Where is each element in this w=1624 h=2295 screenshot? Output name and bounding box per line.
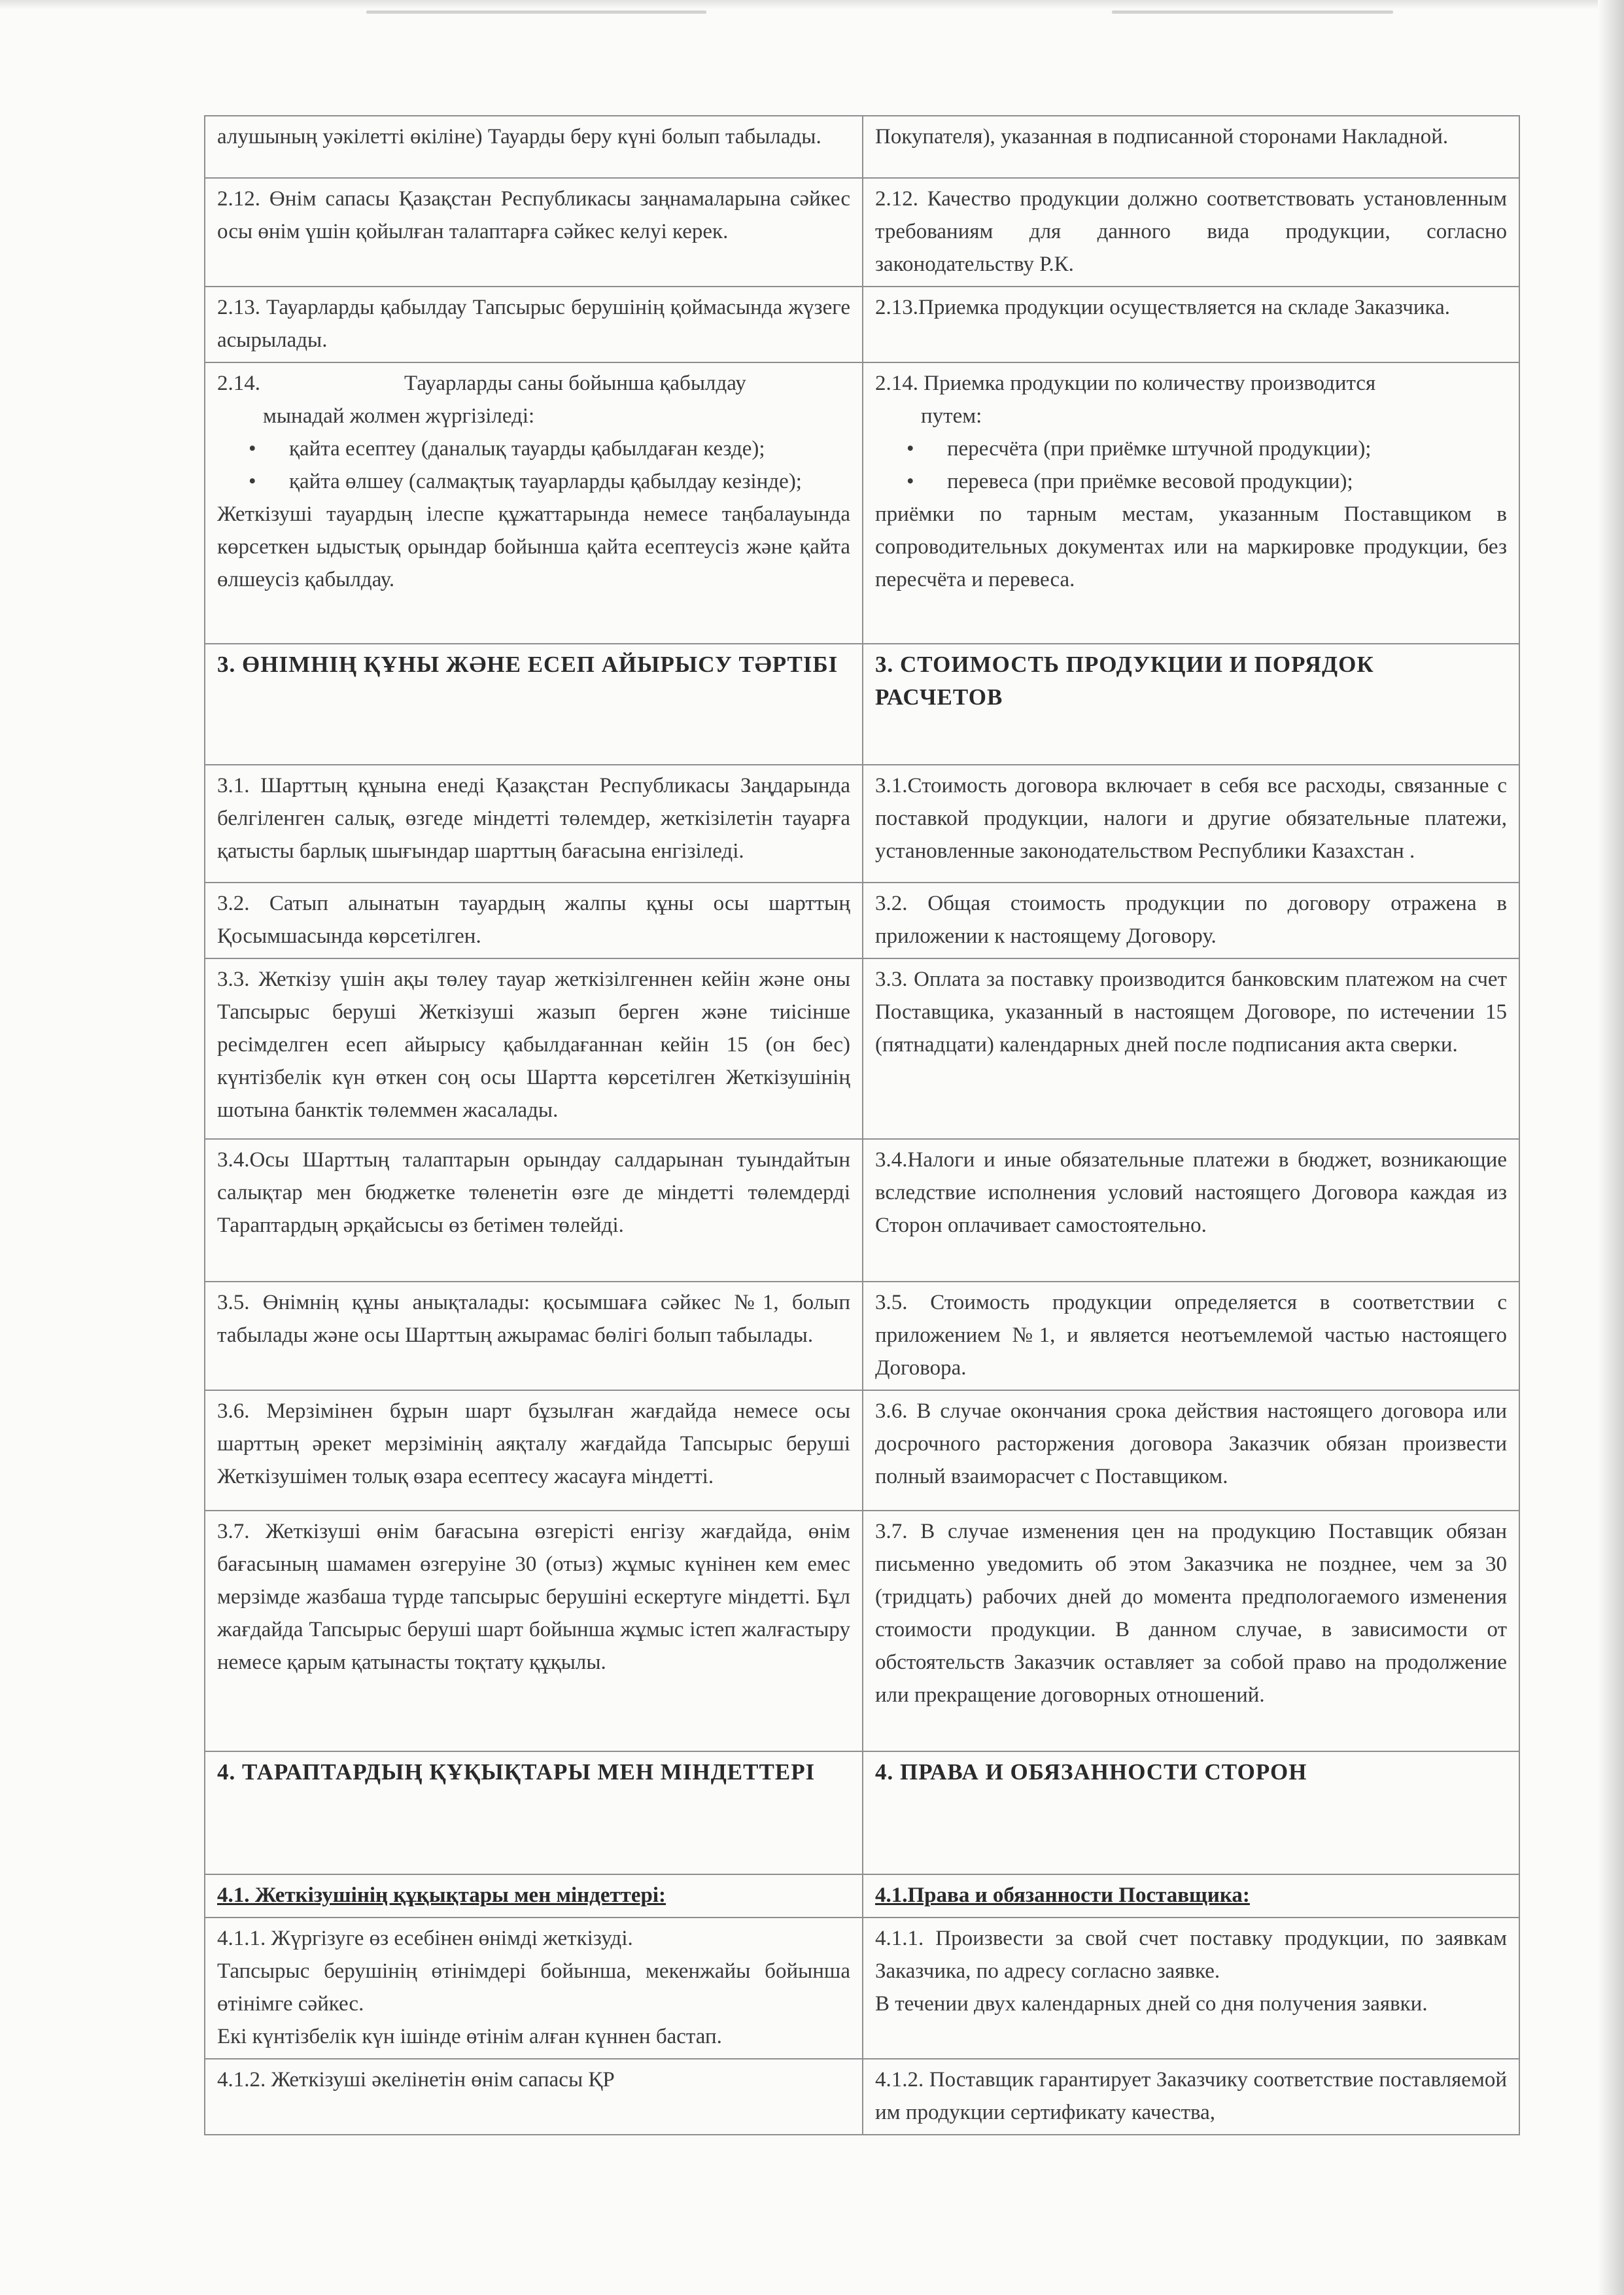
ru-cell: 2.13.Приемка продукции осуществляется на складе Заказчика. bbox=[863, 287, 1519, 362]
ru-cell: 3.7. В случае изменения цен на продукцию Поставщик обязан письменно уведомить об этом Заказчика не позднее, чем за 30 (тридцать) рабочих дней до момента предпологаемого изменения стоимости продукции. В данном случае, в зависимости от обстоятельств Заказчик оставляет за собой право на продолжение или прекращение договорных отношений. bbox=[863, 1511, 1519, 1751]
kz-cell: 3.1. Шарттың құнына енеді Қазақстан Республикасы Заңдарында белгіленген салық, өзгеде міндетті төлемдер, жеткізілетін тауарға қатысты барлық шығындар шарттың бағасына енгізіледі. bbox=[205, 765, 863, 883]
kz-lead-line bbox=[217, 367, 850, 400]
paragraph: В течении двух календарных дней со дня получения заявки. bbox=[875, 1992, 1428, 2016]
table-row bbox=[205, 1282, 1519, 1390]
section-heading-ru: 4. ПРАВА И ОБЯЗАННОСТИ СТОРОН bbox=[863, 1751, 1519, 1874]
clause-lead: 2.14. Приемка продукции по количеству производится bbox=[875, 372, 1376, 395]
list-item: • пересчёта (при приёмке штучной продукции); bbox=[875, 432, 1507, 465]
paragraph: 4.1.1. Жүргізуге өз есебінен өнімді жеткізуді. bbox=[217, 1927, 633, 1950]
kz-cell: 2.12. Өнім сапасы Қазақстан Республикасы заңнамаларына сәйкес осы өнім үшін қойылған талаптарға сәйкес келуі керек. bbox=[205, 178, 863, 287]
kz-cell: 4.1.2. Жеткізуші әкелінетін өнім сапасы ҚР bbox=[205, 2059, 863, 2135]
clause-tail: Жеткізуші тауардың ілеспе құжаттарында немесе таңбалауында көрсеткен ыдыстық орындар бойынша қайта есептеусіз және қайта өлшеусіз қабылдау. bbox=[217, 502, 850, 591]
paragraph: Тапсырыс берушінің өтінімдері бойынша, мекенжайы бойынша өтінімге сәйкес. bbox=[217, 1959, 850, 2016]
clause-lead-cont: путем: bbox=[921, 404, 982, 428]
kz-cell bbox=[205, 1918, 863, 2059]
scan-edge-right bbox=[1598, 0, 1624, 2295]
scan-artifact bbox=[1112, 10, 1393, 14]
kz-cell: 3.6. Мерзімінен бұрын шарт бұзылған жағдайда немесе осы шарттың әрекет мерзімінің аяқталу жағдайда Тапсырыс беруші Жеткізушімен толық өзара есептесу жасауға міндетті. bbox=[205, 1390, 863, 1511]
ru-cell: 3.6. В случае окончания срока действия настоящего договора или досрочного расторжения договора Заказчик обязан произвести полный взаиморасчет с Поставщиком. bbox=[863, 1390, 1519, 1511]
bullet-icon: • bbox=[907, 470, 914, 493]
list-item: • қайта есептеу (даналық тауарды қабылдаған кезде); bbox=[217, 432, 850, 465]
paragraph: Екі күнтізбелік күн ішінде өтінім алған күннен бастап. bbox=[217, 2025, 722, 2048]
section-heading-row bbox=[205, 644, 1519, 765]
kz-cell: 3.5. Өнімнің құны анықталады: қосымшаға сәйкес №1, болып табылады және осы Шарттың ажырамас бөлігі болып табылады. bbox=[205, 1282, 863, 1390]
table-row bbox=[205, 178, 1519, 287]
section-heading-row bbox=[205, 1751, 1519, 1874]
table-row bbox=[205, 1918, 1519, 2059]
ru-cell: 3.4.Налоги и иные обязательные платежи в бюджет, возникающие вследствие исполнения условий настоящего Договора каждая из Сторон оплачивает самостоятельно. bbox=[863, 1139, 1519, 1282]
contract-table bbox=[204, 115, 1520, 2135]
kz-cell: 3.2. Сатып алынатын тауардың жалпы құны осы шарттың Қосымшасында көрсетілген. bbox=[205, 883, 863, 958]
ru-cell: 3.2. Общая стоимость продукции по договору отражена в приложении к настоящему Договору. bbox=[863, 883, 1519, 958]
ru-cell: 4.1.2. Поставщик гарантирует Заказчику соответствие поставляемой им продукции сертификату качества, bbox=[863, 2059, 1519, 2135]
subheading-ru: 4.1.Права и обязанности Поставщика: bbox=[863, 1874, 1519, 1918]
section-heading-kz: 4. ТАРАПТАРДЫҢ ҚҰҚЫҚТАРЫ МЕН МІНДЕТТЕРІ bbox=[205, 1751, 863, 1874]
clause-number: 2.14. bbox=[217, 372, 260, 395]
ru-cell: 2.12. Качество продукции должно соответствовать установленным требованиям для данного вида продукции, согласно законодательству Р.К. bbox=[863, 178, 1519, 287]
table-row bbox=[205, 2059, 1519, 2135]
ru-cell: 3.3. Оплата за поставку производится банковским платежом на счет Поставщика, указанный в настоящем Договоре, по истечении 15 (пятнадцати) календарных дней после подписания акта сверки. bbox=[863, 958, 1519, 1139]
table-row bbox=[205, 1390, 1519, 1511]
list-item: • қайта өлшеу (салмақтық тауарларды қабылдау кезінде); bbox=[217, 465, 850, 498]
clause-lead: Тауарларды саны бойынша қабылдау bbox=[404, 372, 746, 395]
table-row bbox=[205, 765, 1519, 883]
subheading-kz: 4.1. Жеткізушінің құқықтары мен міндеттері: bbox=[205, 1874, 863, 1918]
kz-cell: алушының уәкілетті өкіліне) Тауарды беру күні болып табылады. bbox=[205, 116, 863, 178]
scan-edge-top bbox=[0, 0, 1624, 9]
bullet-icon: • bbox=[907, 437, 914, 461]
table-row bbox=[205, 958, 1519, 1139]
table-row bbox=[205, 1139, 1519, 1282]
bullet-icon: • bbox=[249, 437, 256, 461]
section-heading-kz: 3. ӨНІМНІҢ ҚҰНЫ ЖӘНЕ ЕСЕП АЙЫРЫСУ ТӘРТІБІ bbox=[205, 644, 863, 765]
list-item: • перевеса (при приёмке весовой продукции); bbox=[875, 465, 1507, 498]
ru-cell bbox=[863, 1918, 1519, 2059]
kz-cell bbox=[205, 362, 863, 644]
table-row bbox=[205, 116, 1519, 178]
clause-lead-cont: мынадай жолмен жүргізіледі: bbox=[263, 404, 535, 428]
ru-cell: 3.5. Стоимость продукции определяется в соответствии с приложением №1, и является неотъемлемой частью настоящего Договора. bbox=[863, 1282, 1519, 1390]
kz-cell: 3.7. Жеткізуші өнім бағасына өзгерісті енгізу жағдайда, өнім бағасының шамамен өзгеруіне 30 (отыз) жұмыс күнінен кем емес мерзімде жазбаша түрде тапсырыс берушіні ескертуге міндетті. Бұл жағдайда Тапсырыс беруші шарт бойынша жұмыс істеп жалғастыру немесе қарым қатынасты тоқтату құқылы. bbox=[205, 1511, 863, 1751]
table-row bbox=[205, 883, 1519, 958]
ru-cell: Покупателя), указанная в подписанной сторонами Накладной. bbox=[863, 116, 1519, 178]
ru-cell: 3.1.Стоимость договора включает в себя все расходы, связанные с поставкой продукции, налоги и другие обязательные платежи, установленные законодательством Республики Казахстан . bbox=[863, 765, 1519, 883]
kz-cell: 2.13. Тауарларды қабылдау Тапсырыс берушінің қоймасында жүзеге асырылады. bbox=[205, 287, 863, 362]
scan-artifact bbox=[366, 10, 706, 14]
subheading-row bbox=[205, 1874, 1519, 1918]
table-row bbox=[205, 287, 1519, 362]
paragraph: 4.1.1. Произвести за свой счет поставку продукции, по заявкам Заказчика, по адресу согласно заявке. bbox=[875, 1927, 1507, 1983]
clause-tail: приёмки по тарным местам, указанным Поставщиком в сопроводительных документах или на маркировке продукции, без пересчёта и перевеса. bbox=[875, 502, 1507, 591]
ru-cell bbox=[863, 362, 1519, 644]
table-row bbox=[205, 362, 1519, 644]
kz-cell: 3.4.Осы Шарттың талаптарын орындау салдарынан туындайтын салықтар мен бюджетке төленетін өзге де міндетті төлемдерді Тараптардың әрқайсысы өз бетімен төлейді. bbox=[205, 1139, 863, 1282]
bullet-icon: • bbox=[249, 470, 256, 493]
section-heading-ru: 3. СТОИМОСТЬ ПРОДУКЦИИ И ПОРЯДОК РАСЧЕТОВ bbox=[863, 644, 1519, 765]
kz-cell: 3.3. Жеткізу үшін ақы төлеу тауар жеткізілгеннен кейін және оны Тапсырыс беруші Жеткізуші жазып берген және тиісінше ресімделген есеп айырысу қабылдағаннан кейін 15 (он бес) күнтізбелік күн өткен соң осы Шартта көрсетілген Жеткізушінің шотына банктік төлеммен жасалады. bbox=[205, 958, 863, 1139]
table-row bbox=[205, 1511, 1519, 1751]
